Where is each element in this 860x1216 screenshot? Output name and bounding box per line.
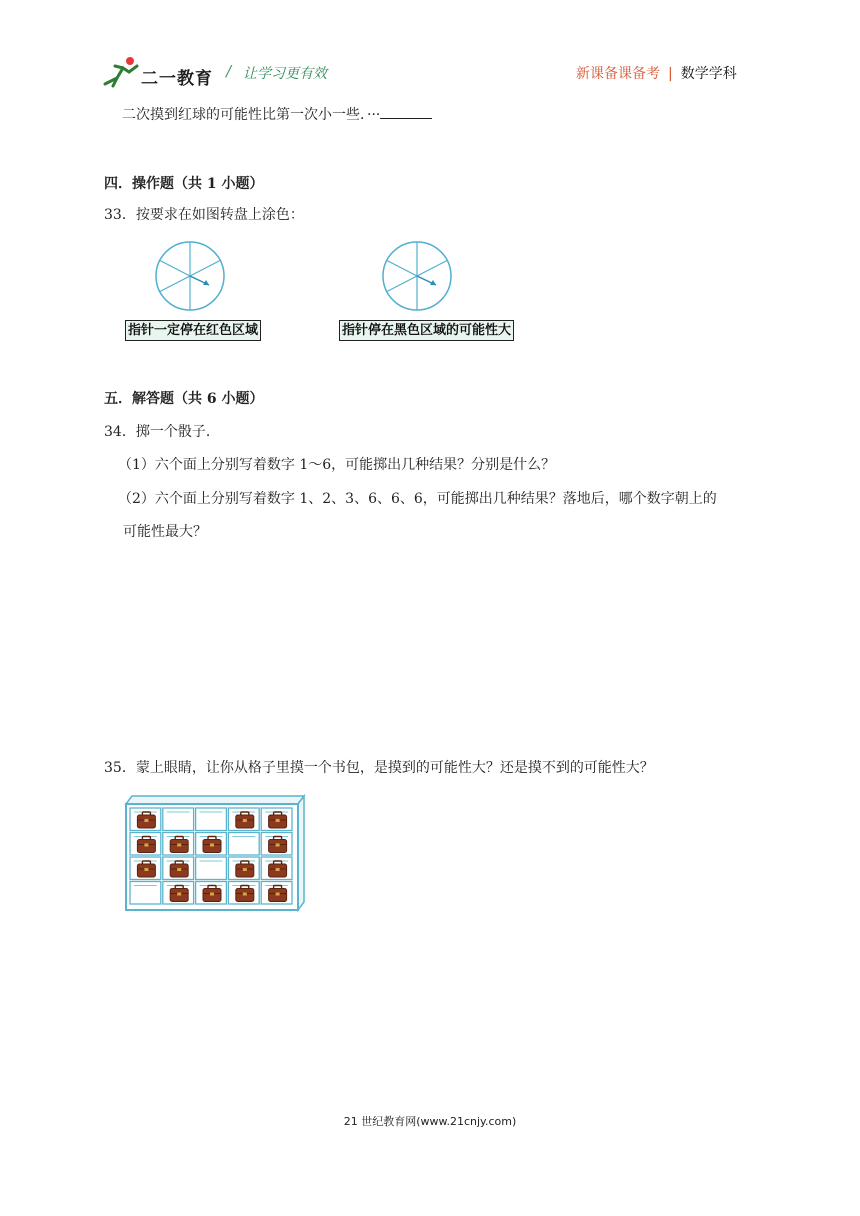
spinner-2-label: 指针停在黑色区域的可能性大: [339, 320, 514, 341]
slogan: 让学习更有效: [243, 66, 327, 82]
spinner-1-label: 指针一定停在红色区域: [125, 320, 261, 341]
shelf-cell: [163, 808, 194, 831]
question-33: 33．按要求在如图转盘上涂色：: [104, 207, 304, 223]
header-slash: /: [226, 62, 232, 80]
question-34: 34．掷一个骰子．: [104, 424, 220, 440]
question-34-part-1: （1）六个面上分别写着数字 1～6，可能掷出几种结果？分别是什么？: [118, 457, 556, 473]
bag-clasp: [177, 868, 181, 871]
bag-clasp: [177, 844, 181, 847]
footer: 21 世纪教育网(www.21cnjy.com): [343, 1115, 517, 1128]
header-course-label: 新课备课备考: [576, 66, 660, 82]
spinner-2[interactable]: [380, 241, 456, 311]
header: [0, 0, 860, 100]
question-35: 35．蒙上眼睛，让你从格子里摸一个书包，是摸到的可能性大？还是摸不到的可能性大？: [104, 760, 654, 776]
continuation-text: 二次摸到红球的可能性比第一次小一些．···: [122, 107, 381, 123]
runner-logo-icon: [103, 54, 141, 88]
bag-clasp: [276, 868, 280, 871]
shelf-cell: [196, 857, 227, 880]
bag-clasp: [144, 819, 148, 822]
logo-text: 二一教育: [141, 69, 213, 89]
bag-clasp: [144, 868, 148, 871]
header-subject-label: 数学学科: [680, 66, 737, 82]
bag-clasp: [276, 819, 280, 822]
bag-shelf-figure: [122, 792, 306, 912]
bag-clasp: [243, 868, 247, 871]
continuation-line: [122, 105, 432, 125]
bag-clasp: [210, 893, 214, 896]
question-34-part-2: （2）六个面上分别写着数字 1、2、3、6、6、6，可能掷出几种结果？落地后，哪个数字朝上的: [118, 491, 717, 507]
question-34-part-2-cont: 可能性最大？: [123, 524, 207, 540]
spinner-1[interactable]: [153, 241, 229, 311]
shelf-top: [126, 796, 304, 804]
bag-clasp: [243, 819, 247, 822]
bag-clasp: [276, 844, 280, 847]
shelf-cell: [228, 833, 259, 856]
bag-clasp: [276, 893, 280, 896]
bag-clasp: [210, 844, 214, 847]
shelf-cell: [196, 808, 227, 831]
bag-clasp: [243, 893, 247, 896]
section-4-title: 四．操作题（共 1 小题）: [104, 176, 264, 192]
bag-clasp: [177, 893, 181, 896]
header-right: [576, 63, 737, 83]
bag-clasp: [144, 844, 148, 847]
section-5-title: 五．解答题（共 6 小题）: [104, 391, 264, 407]
shelf-cell: [130, 882, 161, 905]
answer-blank[interactable]: [380, 106, 432, 119]
header-separator: |: [668, 66, 673, 82]
